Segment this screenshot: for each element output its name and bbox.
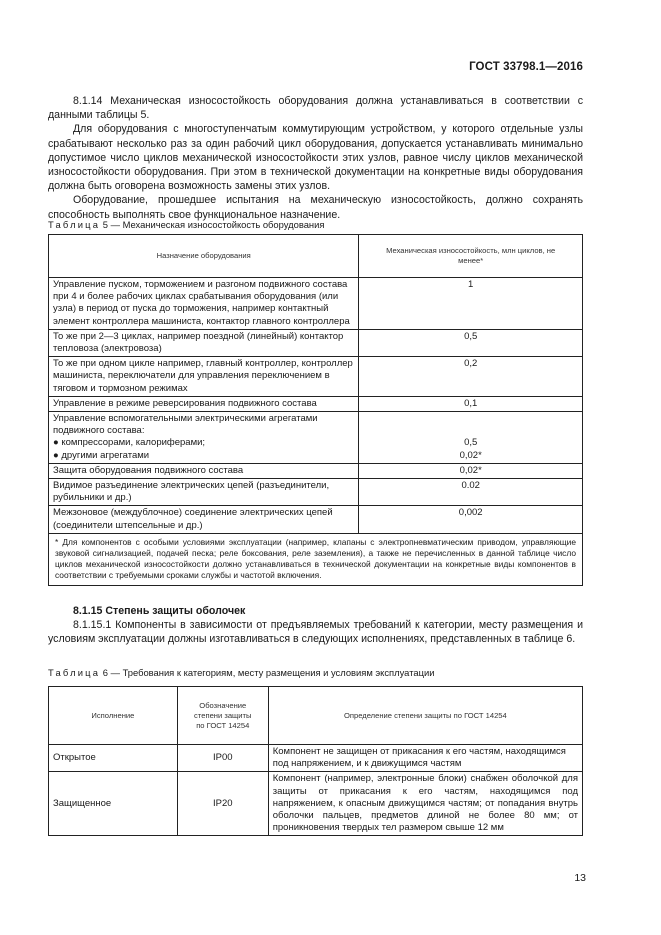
table5-row-name: Управление пуском, торможением и разгоном подвижного состава при 4 и более рабочих циклах срабатывания оборудования (или узла) в период от пуска до торможения, например контактный элемент контроллера машиниста, контактор главного контроллера [49, 278, 359, 330]
table5-caption-text: 5 — Механическая износостойкость оборудования [100, 219, 325, 230]
table6-row-desc: Компонент (например, электронные блоки) снабжен оболочкой для защиты от прикасания к его частям, находящимся под напряжением, к опасным движущимся частям; от попадания внутрь оболочки пальцев, предметов длиной не более 80 мм; от проникновения твердых тел размером свыше 12 мм [268, 772, 582, 836]
table-row [49, 329, 583, 356]
table-row [49, 278, 583, 330]
table-row [49, 396, 583, 411]
table6-row-name: Открытое [49, 745, 178, 772]
page-number: 13 [574, 872, 586, 884]
table5-footnote: * Для компонентов с особыми условиями эксплуатации (например, клапаны с электропневматическим приводом, управляющие звуковой сигнализацией, подачей песка; реле боксования, реле заземления), а также не перечисленных в данной таблице число циклов механической износостойкости должно устанавливаться в технической документации на конкретные виды компонентов в соответствии с требуемыми сроками службы и частотой включения. [49, 533, 583, 585]
section-8115 [48, 604, 583, 647]
table5-header-durability: Механическая износостойкость, млн циклов, не менее* [359, 235, 583, 278]
table6-caption-prefix: Таблица [48, 667, 101, 678]
table5-header-purpose: Назначение оборудования [49, 235, 359, 278]
table5-row-aux-sub1: ● компрессорами, калориферами; [53, 437, 206, 449]
table5-row-value: 0,02* [359, 463, 583, 478]
table-row [49, 463, 583, 478]
table5-row-value [359, 412, 583, 464]
table5-row-name: Видимое разъединение электрических цепей (разъединители, рубильники и др.) [49, 479, 359, 506]
paragraph-8114: 8.1.14 Механическая износостойкость оборудования должна устанавливаться в соответствии с данными таблицы 5. [48, 95, 583, 122]
section-8115-title: 8.1.15 Степень защиты оболочек [73, 605, 246, 617]
paragraph-multistage: Для оборудования с многоступенчатым коммутирующим устройством, у которого отдельные узлы срабатывают несколько раз за один рабочий цикл оборудования, допускается устанавливать минимально допустимое число циклов механической износостойкости этих узлов, равное числу циклов механической износостойкости оборудования. При этом в технической документации на конкретные виды оборудования должна быть оговорена возможность замены этих узлов. [48, 123, 583, 193]
table6 [48, 686, 583, 836]
table5-row-name: Защита оборудования подвижного состава [49, 463, 359, 478]
table6-row-code: IP20 [177, 772, 268, 836]
document-code: ГОСТ 33798.1—2016 [469, 61, 583, 73]
table6-header-code: Обозначение степени защиты по ГОСТ 14254 [177, 687, 268, 745]
table5-row-name: То же при 2—3 циклах, например поездной (линейный) контактор тепловоза (электровоза) [49, 329, 359, 356]
table5-row-name: Межзоновое (междублочное) соединение электрических цепей (соединители штепсельные и др.) [49, 506, 359, 533]
table-row [49, 506, 583, 533]
table-row [49, 772, 583, 836]
table5-row-value: 0,1 [359, 396, 583, 411]
table6-caption-text: 6 — Требования к категориям, месту размещения и условиям эксплуатации [100, 667, 435, 678]
table5-caption [48, 219, 324, 230]
table5-row-aux-sub2: ● другими агрегатами [53, 449, 150, 461]
table6-row-name: Защищенное [49, 772, 178, 836]
table5-row-value: 0,5 [359, 329, 583, 356]
table6-row-desc: Компонент не защищен от прикасания к его частям, находящимся под напряжением, и к движущимся частям [268, 745, 582, 772]
table-row [49, 479, 583, 506]
table6-header-definition: Определение степени защиты по ГОСТ 14254 [268, 687, 582, 745]
table5-row-name [49, 412, 359, 464]
table5-row-name: Управление в режиме реверсирования подвижного состава [49, 396, 359, 411]
table5-caption-prefix: Таблица [48, 219, 101, 230]
table5 [48, 234, 583, 586]
table5-row-value: 1 [359, 278, 583, 330]
table6-caption [48, 667, 434, 678]
table5-row-aux-value2: 0,02* [459, 449, 482, 461]
table6-header-execution: Исполнение [49, 687, 178, 745]
table5-row-name: То же при одном цикле например, главный контроллер, контроллер машиниста, переключатели для управления переключением в тяговом и тормозном режимах [49, 357, 359, 397]
intro-text [48, 94, 583, 222]
section-81151-text: 8.1.15.1 Компоненты в зависимости от предъявляемых требований к категории, месту размещения и условиям эксплуатации должны изготавливаться в следующих исполнениях, представленных в таблице 6. [48, 619, 583, 646]
table-row [49, 745, 583, 772]
table5-row-value: 0,2 [359, 357, 583, 397]
table-row [49, 412, 583, 464]
table6-row-code: IP00 [177, 745, 268, 772]
table5-row-aux-title: Управление вспомогательными электрическими агрегатами подвижного состава: [53, 413, 318, 437]
table5-row-value: 0.02 [359, 479, 583, 506]
paragraph-tested-equipment: Оборудование, прошедшее испытания на механическую износостойкость, должно сохранять способность выполнять свое функциональное назначение. [48, 194, 583, 221]
table5-row-value: 0,002 [359, 506, 583, 533]
table-row [49, 357, 583, 397]
table5-row-aux-value1: 0,5 [464, 437, 478, 449]
